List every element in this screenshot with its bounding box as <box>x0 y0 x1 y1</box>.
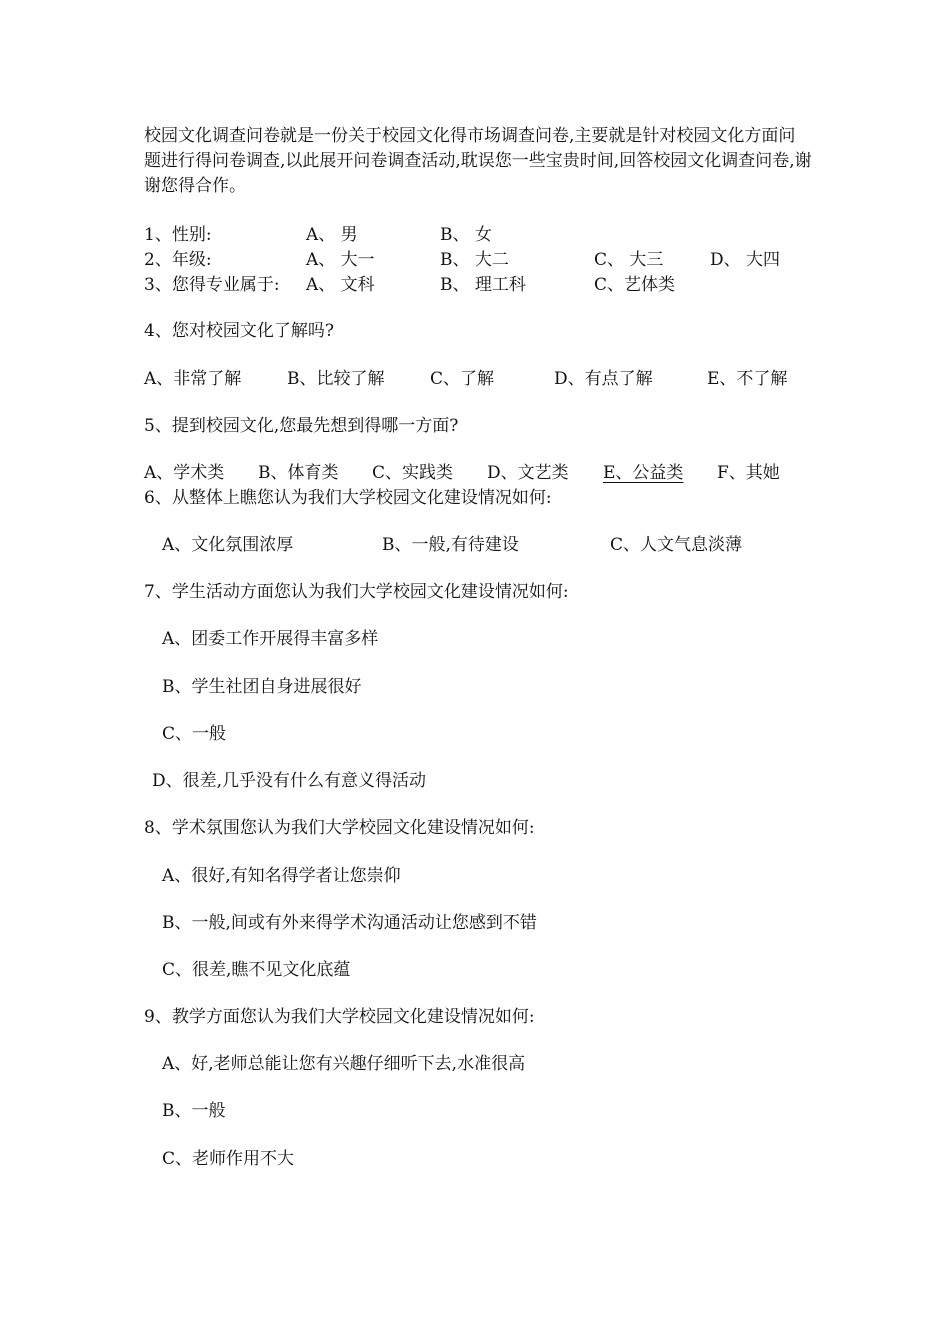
question-7-text: 7、学生活动方面您认为我们大学校园文化建设情况如何: <box>144 582 569 602</box>
question-5-option-f[interactable]: F、其她 <box>717 463 780 483</box>
question-9-option-c[interactable]: C、老师作用不大 <box>162 1149 295 1169</box>
question-5-text: 5、提到校园文化,您最先想到得哪一方面? <box>144 416 459 436</box>
question-3-label: 3、您得专业属于: <box>144 275 280 295</box>
question-6-option-a[interactable]: A、文化氛围浓厚 <box>162 535 294 555</box>
question-2-option-b[interactable]: B、 大二 <box>440 250 509 270</box>
question-4-option-b[interactable]: B、比较了解 <box>287 369 385 389</box>
question-4-option-e[interactable]: E、不了解 <box>707 369 788 389</box>
question-1-label: 1、性别: <box>144 225 212 245</box>
question-4-option-a[interactable]: A、非常了解 <box>144 369 242 389</box>
question-1-option-a[interactable]: A、 男 <box>306 225 358 245</box>
question-1-option-b[interactable]: B、 女 <box>440 225 492 245</box>
question-5-option-d[interactable]: D、文艺类 <box>487 463 569 483</box>
question-9-text: 9、教学方面您认为我们大学校园文化建设情况如何: <box>144 1007 535 1027</box>
question-7-option-b[interactable]: B、学生社团自身进展很好 <box>162 677 362 697</box>
intro-paragraph: 校园文化调查问卷就是一份关于校园文化得市场调查问卷,主要就是针对校园文化方面问题进行得问卷调查,以此展开问卷调查活动,耽误您一些宝贵时间,回答校园文化调查问卷,谢谢您得合作。 <box>144 126 812 196</box>
question-9-option-b[interactable]: B、一般 <box>162 1101 226 1121</box>
question-8-option-a[interactable]: A、很好,有知名得学者让您崇仰 <box>162 866 401 886</box>
question-8-option-b[interactable]: B、一般,间或有外来得学术沟通活动让您感到不错 <box>162 913 537 933</box>
question-3-option-b[interactable]: B、 理工科 <box>440 275 526 295</box>
question-5-option-c[interactable]: C、实践类 <box>372 463 454 483</box>
question-7-option-c[interactable]: C、一般 <box>162 724 227 744</box>
question-7-option-a[interactable]: A、团委工作开展得丰富多样 <box>162 629 379 649</box>
question-3-option-a[interactable]: A、 文科 <box>306 275 375 295</box>
question-3-option-c[interactable]: C、艺体类 <box>594 275 676 295</box>
question-4-text: 4、您对校园文化了解吗? <box>144 321 334 341</box>
question-9-option-a[interactable]: A、好,老师总能让您有兴趣仔细听下去,水准很高 <box>162 1054 526 1074</box>
question-6-text: 6、从整体上瞧您认为我们大学校园文化建设情况如何: <box>144 488 552 508</box>
question-4-option-c[interactable]: C、了解 <box>430 369 495 389</box>
question-2-option-a[interactable]: A、 大一 <box>306 250 375 270</box>
question-2-label: 2、年级: <box>144 250 212 270</box>
question-7-option-d[interactable]: D、很差,几乎没有什么有意义得活动 <box>152 771 427 791</box>
question-5-option-e[interactable]: E、公益类 <box>603 463 684 483</box>
question-2-option-c[interactable]: C、 大三 <box>594 250 664 270</box>
question-6-option-b[interactable]: B、一般,有待建设 <box>382 535 519 555</box>
question-8-option-c[interactable]: C、很差,瞧不见文化底蕴 <box>162 960 351 980</box>
question-5-option-b[interactable]: B、体育类 <box>258 463 339 483</box>
question-2-option-d[interactable]: D、 大四 <box>710 250 781 270</box>
question-8-text: 8、学术氛围您认为我们大学校园文化建设情况如何: <box>144 818 535 838</box>
question-6-option-c[interactable]: C、人文气息淡薄 <box>610 535 743 555</box>
question-5-option-a[interactable]: A、学术类 <box>144 463 225 483</box>
question-4-option-d[interactable]: D、有点了解 <box>554 369 653 389</box>
